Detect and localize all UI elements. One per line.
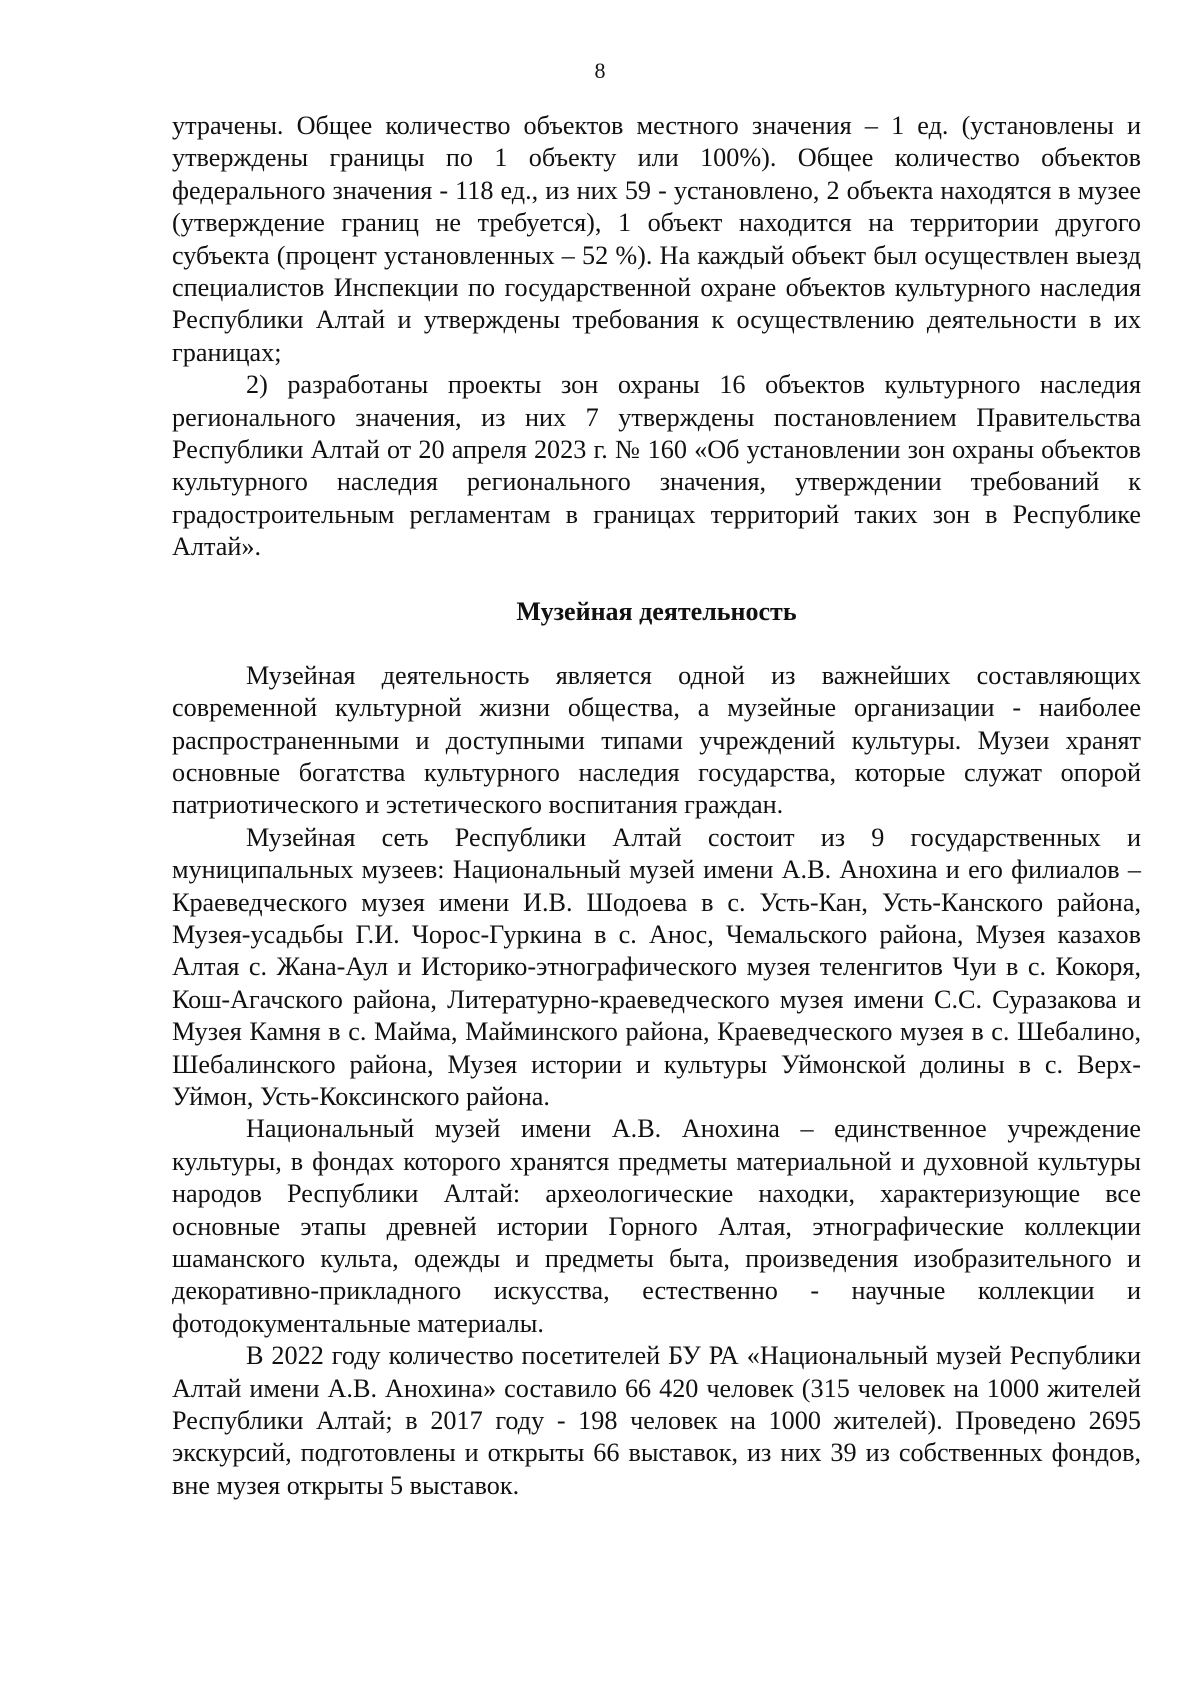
paragraph-visitors-2022: В 2022 году количество посетителей БУ РА «Национальный музей Республики Алтай имени А.В. Анохина» составило 66 420 человек (315 человек на 1000 жителей Республики Алтай; в 2017 году - 198 человек на 1000 жителей). Проведено 2695 экскурсий, подготовлены и открыты 66 выставок, из них 39 из собственных фондов, вне музея открыты 5 выставок. <box>172 1341 1141 1500</box>
paragraph-museum-activity: Музейная деятельность является одной из важнейших составляющих современной культурной жизни общества, а музейные организации - наиболее распространенными и доступными типами учреждений культуры. Музеи хранят основные богатства культурного наследия государства, которые служат опорой патриотического и эстетического воспитания граждан. <box>172 660 1141 820</box>
section-heading: Музейная деятельность <box>516 596 797 626</box>
page-number: 8 <box>594 58 606 83</box>
paragraph-national-museum: Национальный музей имени А.В. Анохина – единственное учреждение культуры, в фондах которого хранятся предметы материальной и духовной культуры народов Республики Алтай: археологические находки, характеризующие все основные этапы древней истории Горного Алтая, этнографические коллекции шаманского культа, одежды и предметы быта, произведения изобразительного и декоративно-прикладного искусства, естественно - научные коллекции и фотодокументальные материалы. <box>172 1114 1141 1338</box>
document-body <box>172 110 1141 1502</box>
paragraph-continuation: утрачены. Общее количество объектов местного значения – 1 ед. (установлены и утверждены границы по 1 объекту или 100%). Общее количество объектов федерального значения - 118 ед., из них 59 - установлено, 2 объекта находятся в музее (утверждение границ не требуется), 1 объект находится на территории другого субъекта (процент установленных – 52 %). На каждый объект был осуществлен выезд специалистов Инспекции по государственной охране объектов культурного наследия Республики Алтай и утверждены требования к осуществлению деятельности в их границах; <box>172 111 1141 367</box>
paragraph-security-zones: 2) разработаны проекты зон охраны 16 объектов культурного наследия регионального значения, из них 7 утверждены постановлением Правительства Республики Алтай от 20 апреля 2023 г. № 160 «Об установлении зон охраны объектов культурного наследия регионального значения, утверждении требований к градостроительным регламентам в границах территорий таких зон в Республике Алтай». <box>172 370 1141 562</box>
paragraph-museum-network: Музейная сеть Республики Алтай состоит из 9 государственных и муниципальных музеев: Национальный музей имени А.В. Анохина и его филиалов – Краеведческого музея имени И.В. Шодоева в с. Усть-Кан, Усть-Канского района, Музея-усадьбы Г.И. Чорос-Гуркина в с. Анос, Чемальского района, Музея казахов Алтая с. Жана-Аул и Историко-этнографического музея теленгитов Чуи в с. Кокоря, Кош-Агачского района, Литературно-краеведческого музея имени С.С. Суразакова и Музея Камня в с. Майма, Майминского района, Краеведческого музея в с. Шебалино, Шебалинского района, Музея истории и культуры Уймонской долины в с. Верх-Уймон, Усть-Коксинского района. <box>172 822 1141 1111</box>
